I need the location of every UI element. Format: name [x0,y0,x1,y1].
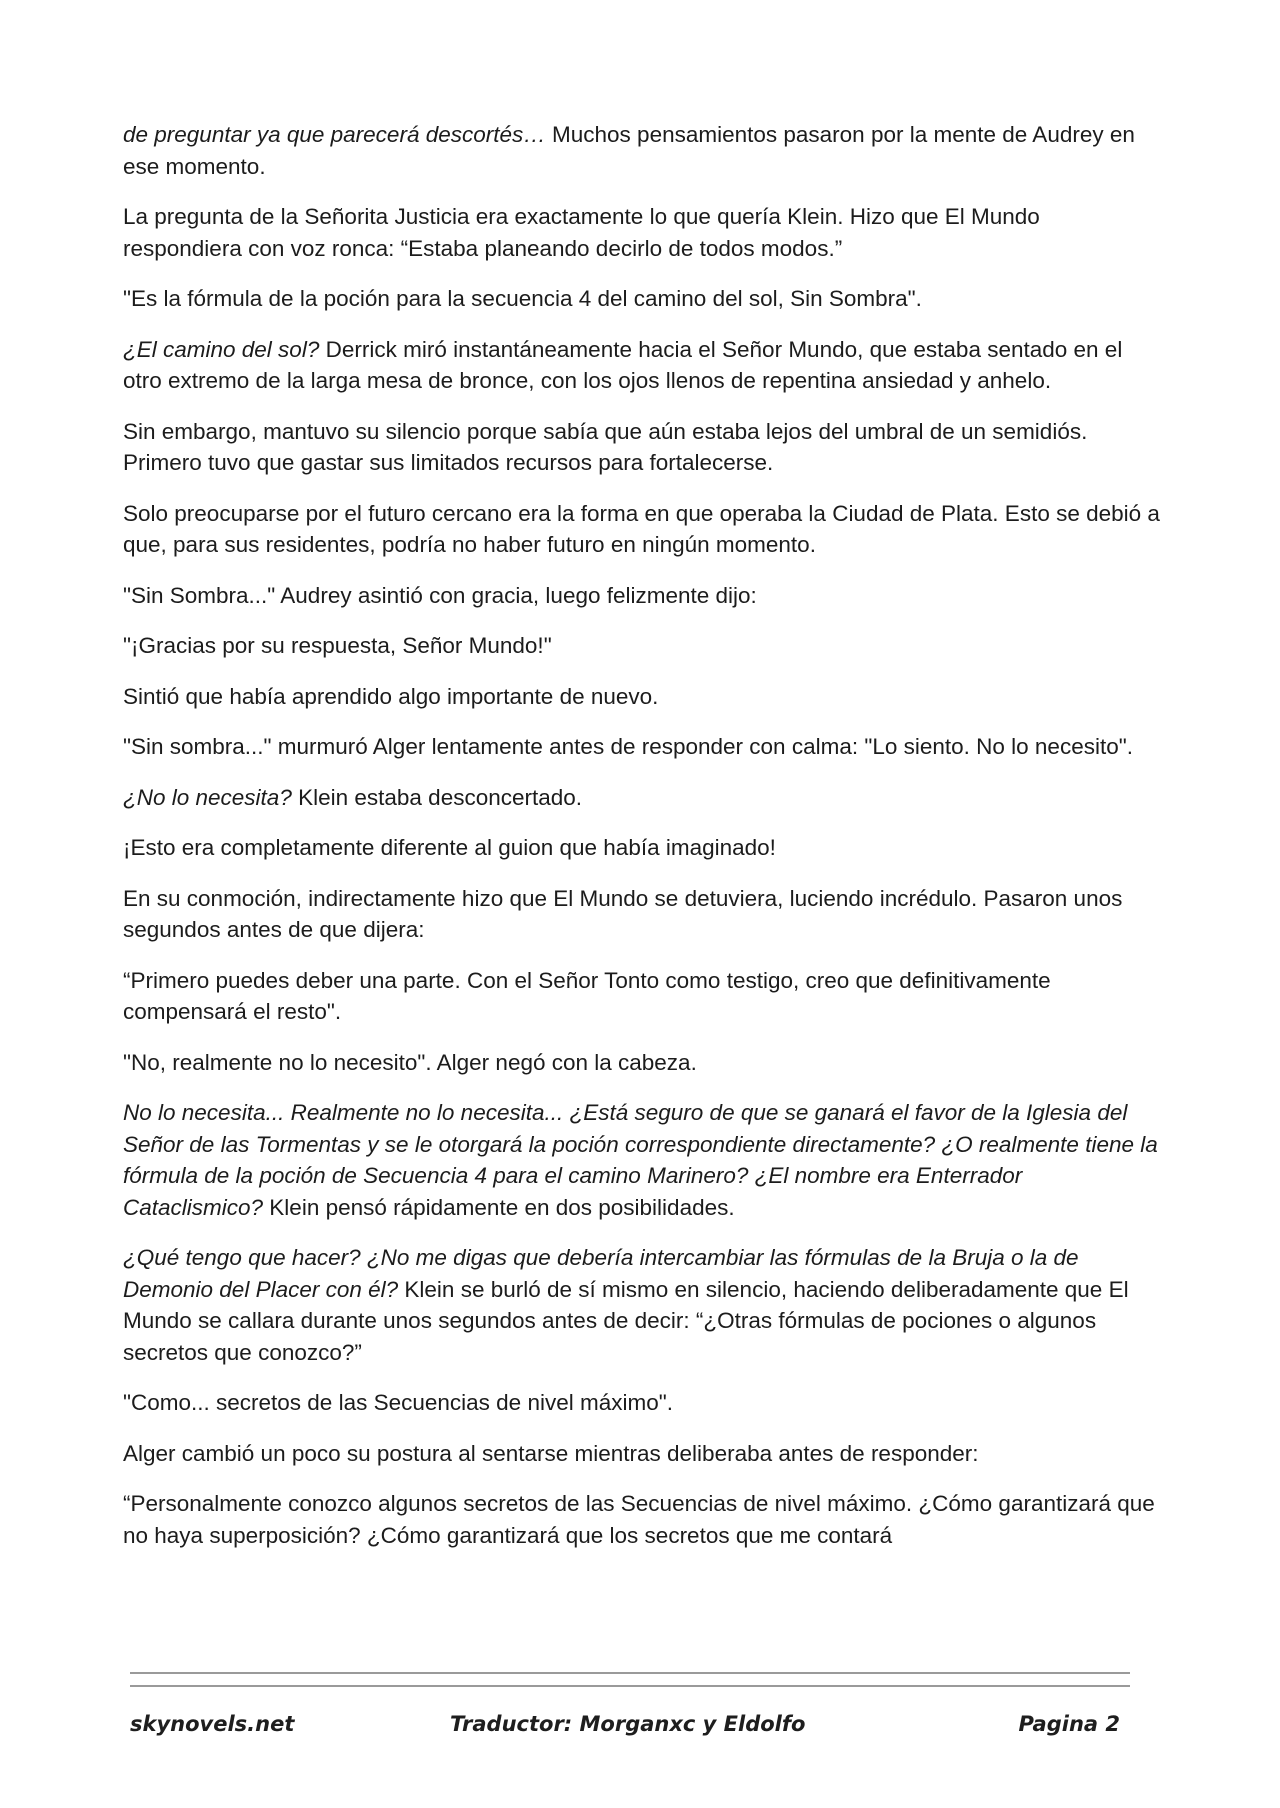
italic-text: ¿Qué tengo que hacer? ¿No me digas que debería intercambiar las fórmulas de la Bruja o la de Demonio del Placer con él? [123,1245,1079,1302]
paragraph [123,1387,1163,1419]
text-run: Sintió que había aprendido algo importante de nuevo. [123,683,659,709]
text-run: Sin embargo, mantuvo su silencio porque sabía que aún estaba lejos del umbral de un semidiós. Primero tuvo que gastar sus limitados recursos para fortalecerse. [123,418,1088,475]
paragraph [123,1097,1163,1223]
paragraph [123,580,1163,612]
page-footer [130,1712,1130,1748]
italic-text: ¿No lo necesita? [123,784,292,810]
paragraph [123,283,1163,315]
italic-text: de preguntar ya que parecerá descortés… [123,122,546,147]
paragraph [123,416,1163,479]
paragraph [123,1438,1163,1470]
footer-page-number: Pagina 2 [1018,1712,1120,1736]
italic-text: No lo necesita... Realmente no lo necesita... ¿Está seguro de que se ganará el favor de la Iglesia del Señor de las Tormentas y se le otorgará la poción correspondiente directamente? ¿O realmente tiene la fórmula de la poción de Secuencia 4 para el camino Marinero? ¿El nombre era Enterrador Cataclismico? [123,1100,1158,1220]
text-run: "No, realmente no lo necesito". Alger negó con la cabeza. [123,1049,697,1075]
text-run: "Es la fórmula de la poción para la secuencia 4 del camino del sol, Sin Sombra". [123,286,922,311]
paragraph [123,782,1163,814]
paragraph [123,883,1163,946]
paragraph [123,201,1163,264]
text-run: “Personalmente conozco algunos secretos de las Secuencias de nivel máximo. ¿Cómo garantizará que no haya superposición? ¿Cómo garantizará que los secretos que me contará [123,1491,1155,1548]
text-run: Alger cambió un poco su postura al sentarse mientras deliberaba antes de responder: [123,1440,979,1466]
footer-divider-top [130,1672,1130,1674]
paragraph [123,498,1163,561]
italic-text: ¿El camino del sol? [123,336,320,362]
text-run: En su conmoción, indirectamente hizo que El Mundo se detuviera, luciendo incrédulo. Pasaron unos segundos antes de que dijera: [123,885,1123,942]
text-run: "Sin Sombra..." Audrey asintió con gracia, luego felizmente dijo: [123,582,757,608]
footer-divider-bottom [130,1685,1130,1687]
page-body [123,119,1163,1570]
paragraph [123,1488,1163,1551]
paragraph [123,731,1163,763]
paragraph [123,630,1163,662]
text-run: La pregunta de la Señorita Justicia era exactamente lo que quería Klein. Hizo que El Mundo respondiera con voz ronca: “Estaba planeando decirlo de todos modos.” [123,204,1040,261]
text-run: Derrick miró instantáneamente hacia el Señor Mundo, que estaba sentado en el otro extremo de la larga mesa de bronce, con los ojos llenos de repentina ansiedad y anhelo. [123,336,1123,393]
text-run: Solo preocuparse por el futuro cercano era la forma en que operaba la Ciudad de Plata. Esto se debió a que, para sus residentes, podría no haber futuro en ningún momento. [123,500,1160,557]
paragraph [123,832,1163,864]
text-run: "Como... secretos de las Secuencias de nivel máximo". [123,1390,673,1415]
text-run: ¡Esto era completamente diferente al guion que había imaginado! [123,835,776,860]
paragraph [123,1047,1163,1079]
footer-site: skynovels.net [130,1712,295,1736]
paragraph [123,681,1163,713]
text-run: Klein estaba desconcertado. [291,784,583,810]
paragraph [123,1242,1163,1368]
paragraph [123,334,1163,397]
text-run: Klein se burló de sí mismo en silencio, haciendo deliberadamente que El Mundo se callara durante unos segundos antes de decir: “¿Otras fórmulas de pociones o algunos secretos que conozco?” [123,1276,1129,1365]
text-run: Klein pensó rápidamente en dos posibilidades. [263,1194,735,1220]
text-run: "Sin sombra..." murmuró Alger lentamente antes de responder con calma: "Lo siento. No lo necesito". [123,734,1133,759]
text-run: "¡Gracias por su respuesta, Señor Mundo!" [123,633,552,658]
text-run: Muchos pensamientos pasaron por la mente de Audrey en ese momento. [123,122,1135,179]
footer-translator: Traductor: Morganxc y Eldolfo [450,1712,806,1736]
paragraph [123,119,1163,182]
paragraph [123,965,1163,1028]
text-run: “Primero puedes deber una parte. Con el Señor Tonto como testigo, creo que definitivamente compensará el resto". [123,967,1051,1024]
